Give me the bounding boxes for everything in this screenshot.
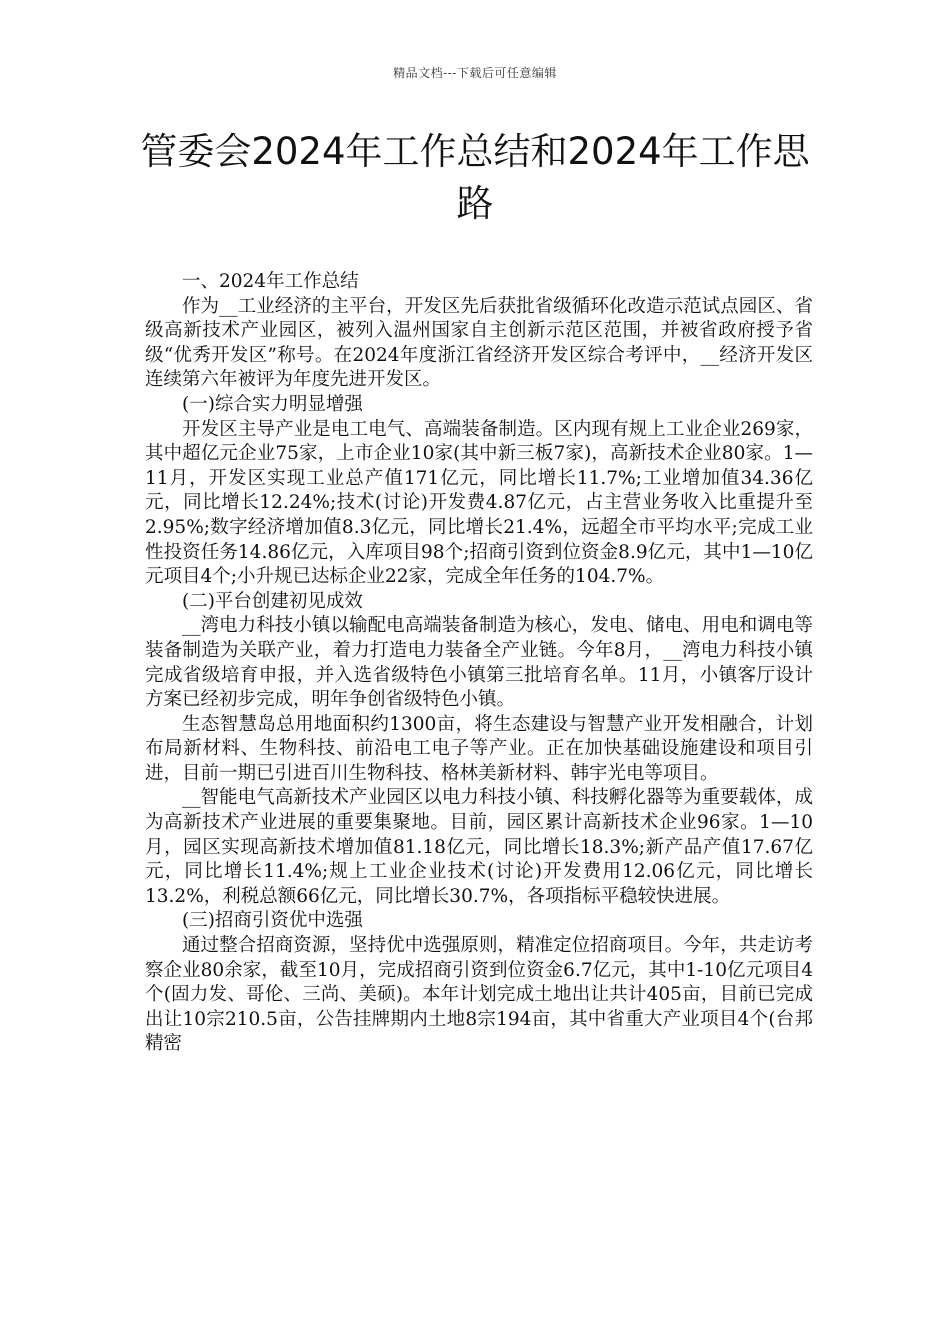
document-title: 管委会2024年工作总结和2024年工作思路 xyxy=(140,130,810,225)
paragraph-eco-island: 生态智慧岛总用地面积约1300亩，将生态建设与智慧产业开发相融合，计划布局新材料、生物科技、前沿电工电子等产业。正在加快基础设施建设和项目引进，目前一期已引进百川生物科技、格林美新材料、韩宇光电等项目。 xyxy=(145,713,813,784)
paragraph-power-town: __湾电力科技小镇以输配电高端装备制造为核心，发电、储电、用电和调电等装备制造为关联产业，着力打造电力装备全产业链。今年8月，__湾电力科技小镇完成省级培育申报，并入选省级特色小镇第三批培育名单。11月，小镇客厅设计方案已经初步完成，明年争创省级特色小镇。 xyxy=(145,615,813,711)
subsection-heading-2: (二)平台创建初见成效 xyxy=(182,590,363,612)
paragraph-industrial-park: __智能电气高新技术产业园区以电力科技小镇、科技孵化器等为重要载体，成为高新技术产业进展的重要集聚地。目前，园区累计高新技术企业96家。1—10月，园区实现高新技术增加值81.18亿元，同比增长18.3%;新产品产值17.67亿元，同比增长11.4%;规上工业企业技术(讨论)开发费用12.06亿元，同比增长13.2%，利税总额66亿元，同比增长30.7%，各项指标平稳较快进展。 xyxy=(145,787,813,907)
paragraph-investment: 通过整合招商资源，坚持优中选强原则，精准定位招商项目。今年，共走访考察企业80余家，截至10月，完成招商引资到位资金6.7亿元，其中1-10亿元项目4个(固力发、哥伦、三尚、美硕)。本年计划完成土地出让共计405亩，目前已完成出让10宗210.5亩，公告挂牌期内土地8宗194亩，其中省重大产业项目4个(台邦精密 xyxy=(145,935,813,1055)
subsection-heading-1: (一)综合实力明显增强 xyxy=(182,393,363,415)
subsection-heading-3: (三)招商引资优中选强 xyxy=(182,910,363,932)
document-body xyxy=(145,270,813,1057)
paragraph-intro: 作为__工业经济的主平台，开发区先后获批省级循环化改造示范试点园区、省级高新技术产业园区，被列入温州国家自主创新示范区范围，并被省政府授予省级“优秀开发区”称号。在2024年度浙江省经济开发区综合考评中，__经济开发区连续第六年被评为年度先进开发区。 xyxy=(145,295,813,391)
page-header-note: 精品文档---下载后可任意编辑 xyxy=(393,66,557,80)
section-heading-1: 一、2024年工作总结 xyxy=(182,271,359,292)
paragraph-strength: 开发区主导产业是电工电气、高端装备制造。区内现有规上工业企业269家，其中超亿元企业75家，上市企业10家(其中新三板7家)，高新技术企业80家。1—11月，开发区实现工业总产值171亿元，同比增长11.7%;工业增加值34.36亿元，同比增长12.24%;技术(讨论)开发费4.87亿元，占主营业务收入比重提升至2.95%;数字经济增加值8.3亿元，同比增长21.4%，远超全市平均水平;完成工业性投资任务14.86亿元，入库项目98个;招商引资到位资金8.9亿元，其中1—10亿元项目4个;小升规已达标企业22家，完成全年任务的104.7%。 xyxy=(145,418,813,588)
